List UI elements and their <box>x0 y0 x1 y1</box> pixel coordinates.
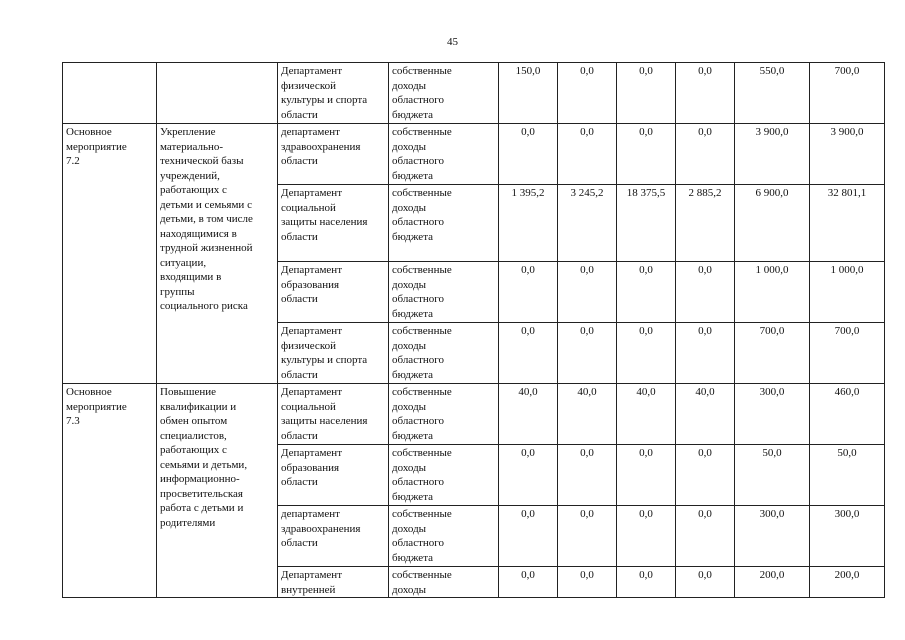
value-cell: 0,0 <box>617 323 676 384</box>
funding-source-cell: собственные доходы <box>389 567 499 598</box>
funding-source-cell: собственные доходы областного бюджета <box>389 124 499 185</box>
value-cell: 0,0 <box>676 323 735 384</box>
value-cell: 0,0 <box>558 506 617 567</box>
value-cell: 3 245,2 <box>558 185 617 262</box>
value-cell: 50,0 <box>735 445 810 506</box>
value-cell: 6 900,0 <box>735 185 810 262</box>
funding-source-cell: собственные доходы областного бюджета <box>389 262 499 323</box>
value-cell: 700,0 <box>735 323 810 384</box>
value-cell: 0,0 <box>617 506 676 567</box>
measure-cell: Основное мероприятие 7.3 <box>63 384 157 598</box>
total-cell: 460,0 <box>810 384 885 445</box>
funding-source-cell: собственные доходы областного бюджета <box>389 185 499 262</box>
value-cell: 0,0 <box>676 445 735 506</box>
total-cell: 200,0 <box>810 567 885 598</box>
value-cell: 0,0 <box>676 124 735 185</box>
value-cell: 0,0 <box>499 323 558 384</box>
total-cell: 300,0 <box>810 506 885 567</box>
total-cell: 700,0 <box>810 63 885 124</box>
table-row <box>63 124 885 185</box>
value-cell: 0,0 <box>558 262 617 323</box>
total-cell: 32 801,1 <box>810 185 885 262</box>
total-cell: 700,0 <box>810 323 885 384</box>
value-cell: 1 000,0 <box>735 262 810 323</box>
value-cell: 300,0 <box>735 384 810 445</box>
funding-source-cell: собственные доходы областного бюджета <box>389 506 499 567</box>
value-cell: 0,0 <box>676 506 735 567</box>
value-cell: 40,0 <box>499 384 558 445</box>
value-cell: 1 395,2 <box>499 185 558 262</box>
value-cell: 0,0 <box>499 506 558 567</box>
value-cell: 300,0 <box>735 506 810 567</box>
value-cell: 0,0 <box>558 323 617 384</box>
value-cell: 0,0 <box>499 567 558 598</box>
funding-source-cell: собственные доходы областного бюджета <box>389 384 499 445</box>
description-cell: Укрепление материально- технической базы учреждений, работающих с детьми и семьями с детьми, в том числе находящимися в трудной жизненной ситуации, входящими в группы социального риска <box>157 124 278 384</box>
value-cell: 0,0 <box>676 567 735 598</box>
value-cell: 18 375,5 <box>617 185 676 262</box>
total-cell: 3 900,0 <box>810 124 885 185</box>
value-cell: 0,0 <box>558 445 617 506</box>
department-cell: Департамент социальной защиты населения области <box>278 185 389 262</box>
department-cell: Департамент физической культуры и спорта области <box>278 323 389 384</box>
value-cell: 0,0 <box>676 262 735 323</box>
value-cell: 0,0 <box>617 124 676 185</box>
value-cell: 150,0 <box>499 63 558 124</box>
value-cell: 0,0 <box>617 445 676 506</box>
value-cell: 0,0 <box>499 262 558 323</box>
value-cell: 40,0 <box>676 384 735 445</box>
value-cell: 0,0 <box>558 124 617 185</box>
description-cell <box>157 63 278 124</box>
value-cell: 0,0 <box>676 63 735 124</box>
value-cell: 0,0 <box>617 262 676 323</box>
measure-cell <box>63 63 157 124</box>
total-cell: 50,0 <box>810 445 885 506</box>
value-cell: 40,0 <box>617 384 676 445</box>
value-cell: 0,0 <box>617 567 676 598</box>
value-cell: 0,0 <box>499 124 558 185</box>
value-cell: 0,0 <box>558 63 617 124</box>
total-cell: 1 000,0 <box>810 262 885 323</box>
department-cell: Департамент образования области <box>278 445 389 506</box>
department-cell: Департамент физической культуры и спорта области <box>278 63 389 124</box>
department-cell: Департамент образования области <box>278 262 389 323</box>
department-cell: департамент здравоохранения области <box>278 124 389 185</box>
value-cell: 0,0 <box>617 63 676 124</box>
page-number: 45 <box>447 36 458 48</box>
value-cell: 40,0 <box>558 384 617 445</box>
value-cell: 550,0 <box>735 63 810 124</box>
value-cell: 0,0 <box>558 567 617 598</box>
measure-cell: Основное мероприятие 7.2 <box>63 124 157 384</box>
funding-source-cell: собственные доходы областного бюджета <box>389 445 499 506</box>
value-cell: 200,0 <box>735 567 810 598</box>
department-cell: Департамент социальной защиты населения области <box>278 384 389 445</box>
value-cell: 0,0 <box>499 445 558 506</box>
table-row <box>63 63 885 124</box>
department-cell: департамент здравоохранения области <box>278 506 389 567</box>
value-cell: 2 885,2 <box>676 185 735 262</box>
budget-table <box>62 62 885 598</box>
description-cell: Повышение квалификации и обмен опытом специалистов, работающих с семьями и детьми, информационно- просветительская работа с детьми и родителями <box>157 384 278 598</box>
table-row <box>63 384 885 445</box>
value-cell: 3 900,0 <box>735 124 810 185</box>
funding-source-cell: собственные доходы областного бюджета <box>389 63 499 124</box>
department-cell: Департамент внутренней <box>278 567 389 598</box>
funding-source-cell: собственные доходы областного бюджета <box>389 323 499 384</box>
